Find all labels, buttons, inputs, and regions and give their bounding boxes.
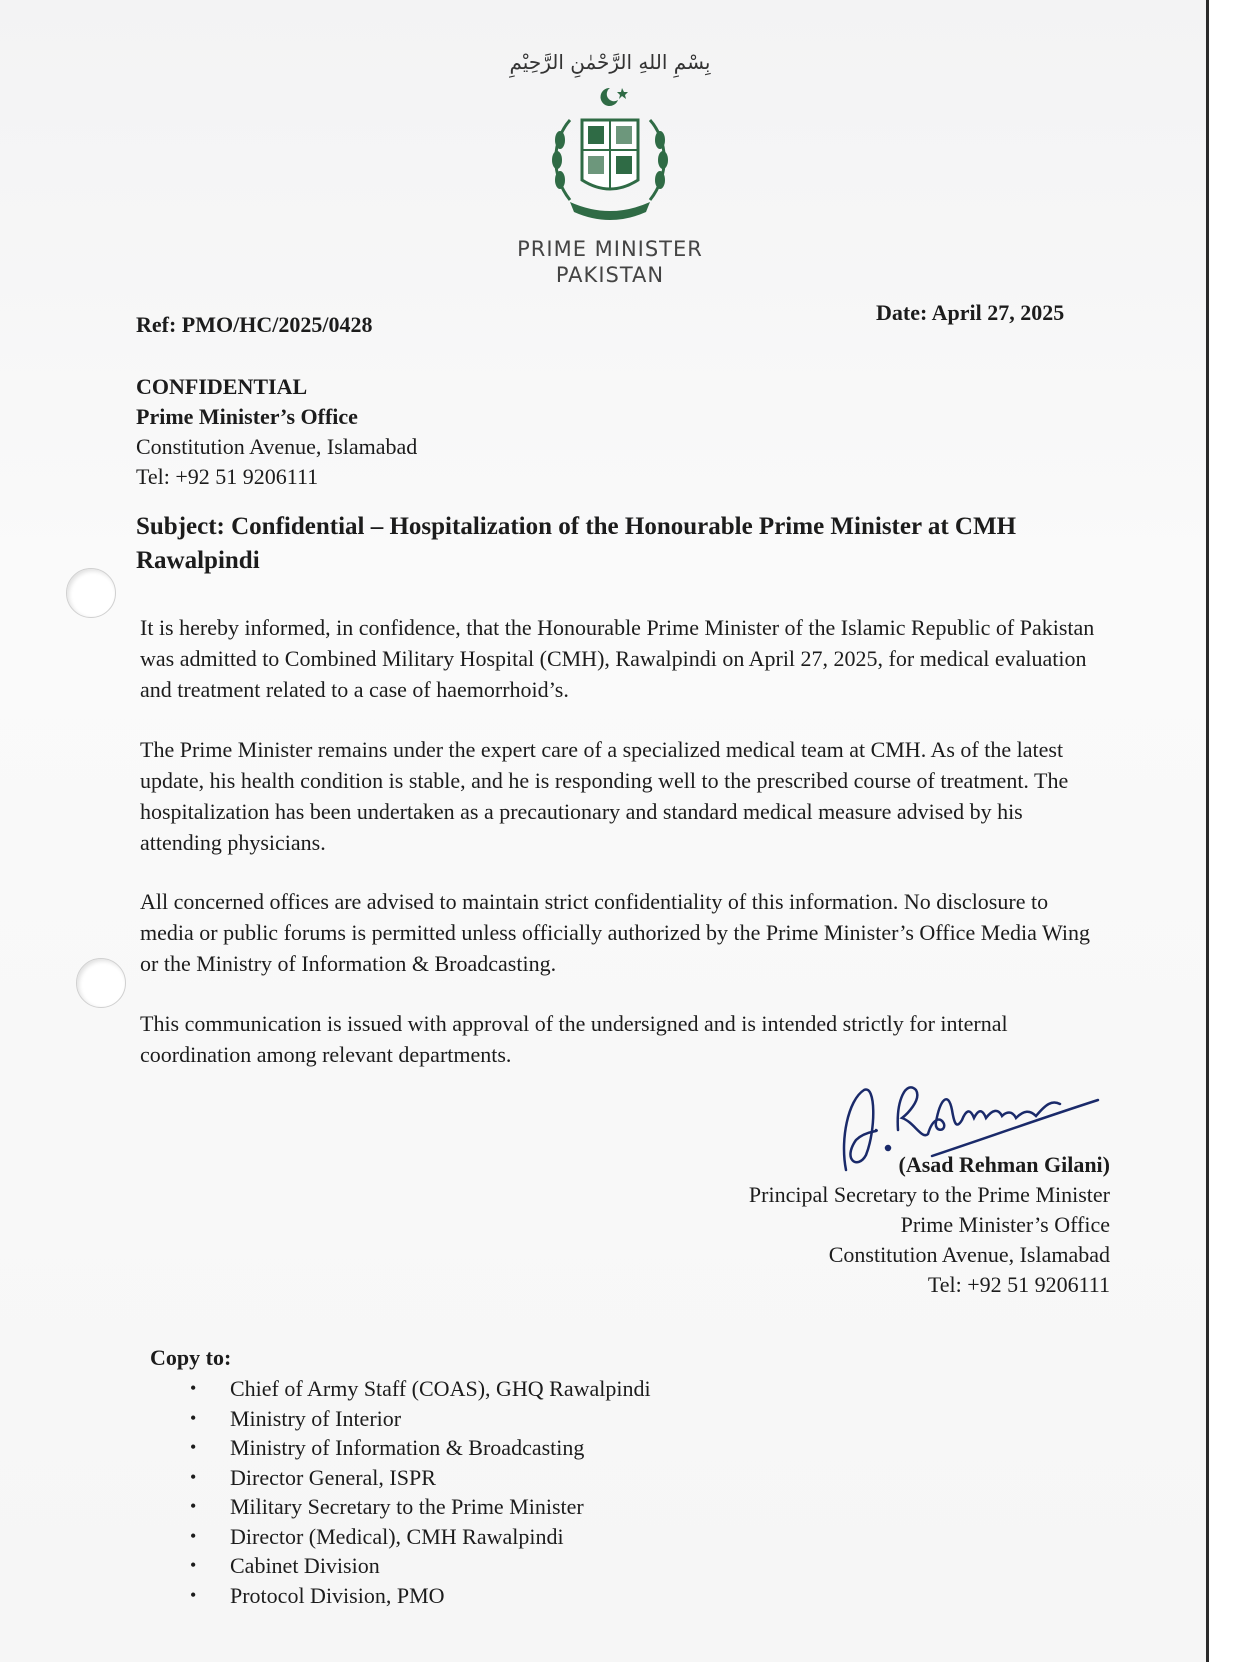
copy-to-title: Copy to: (150, 1345, 232, 1370)
list-item: • Director General, ISPR (190, 1463, 651, 1493)
signature-block (640, 1150, 1110, 1300)
signatory-office: Prime Minister’s Office (900, 1212, 1110, 1237)
copy-to-list (190, 1374, 651, 1610)
punch-hole (66, 568, 116, 618)
body-paragraph: The Prime Minister remains under the expert care of a specialized medical team at CMH. As of the latest update, his health condition is stable, and he is responding well to the prescribed course of treatment. The hospitalization has been undertaken as a precautionary and standard medical measure advised by his attending physicians. (140, 737, 1069, 855)
list-item: • Military Secretary to the Prime Minister (190, 1492, 651, 1522)
punch-hole (76, 958, 126, 1008)
list-item: • Cabinet Division (190, 1551, 651, 1581)
body-paragraph: All concerned offices are advised to maintain strict confidentiality of this information. No disclosure to media or public forums is permitted unless officially authorized by the Prime Minister’s Office Media Wing or the Ministry of Information & Broadcasting. (140, 889, 1091, 976)
sender-address (136, 372, 417, 492)
state-emblem-icon (540, 80, 680, 230)
body-paragraph: This communication is issued with approval of the undersigned and is intended strictly for internal coordination among relevant departments. (140, 1011, 1008, 1067)
signatory-title: Principal Secretary to the Prime Minister (748, 1182, 1110, 1207)
body-paragraph: It is hereby informed, in confidence, that the Honourable Prime Minister of the Islamic Republic of Pakistan was admitted to Combined Military Hospital (CMH), Rawalpindi on April 27, 2025, for medical evaluation and treatment related to a case of haemorrhoid’s. (140, 615, 1095, 702)
classification-label: CONFIDENTIAL (136, 374, 308, 399)
sender-tel: Tel: +92 51 9206111 (136, 464, 319, 489)
page-edge-divider (1206, 0, 1209, 1662)
sender-office: Prime Minister’s Office (136, 404, 358, 429)
office-title-line2: PAKISTAN (555, 263, 665, 287)
letter-date: Date: April 27, 2025 (876, 300, 1065, 325)
list-item: • Ministry of Information & Broadcasting (190, 1433, 651, 1463)
list-item: • Director (Medical), CMH Rawalpindi (190, 1522, 651, 1552)
subject-line: Subject: Confidential – Hospitalization of the Honourable Prime Minister at CMH Rawalpindi (136, 513, 1017, 574)
letterhead (480, 50, 740, 288)
list-item: • Protocol Division, PMO (190, 1581, 651, 1611)
signatory-tel: Tel: +92 51 9206111 (927, 1272, 1110, 1297)
list-item: • Chief of Army Staff (COAS), GHQ Rawalpindi (190, 1374, 651, 1404)
sender-street: Constitution Avenue, Islamabad (136, 434, 418, 459)
list-item: • Ministry of Interior (190, 1404, 651, 1434)
office-title-line1: PRIME MINISTER (517, 237, 703, 261)
signatory-street: Constitution Avenue, Islamabad (828, 1242, 1110, 1267)
reference-number: Ref: PMO/HC/2025/0428 (136, 312, 373, 337)
bismillah-calligraphy: بِسْمِ اللهِ الرَّحْمٰنِ الرَّحِيْمِ (509, 50, 711, 74)
office-title (480, 236, 740, 288)
signatory-name: (Asad Rehman Gilani) (898, 1152, 1110, 1177)
